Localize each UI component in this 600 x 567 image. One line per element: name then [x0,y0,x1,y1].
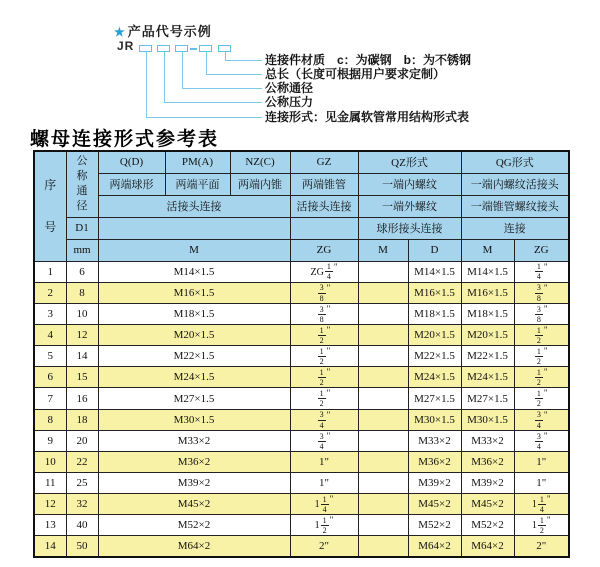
code-prefix: JR [117,39,135,53]
cell-zg: $\frac{1}{2}$ " [290,324,358,345]
header-end-qg: 一端内螺纹活接头 [461,173,569,195]
header-seq: 序号 [34,151,66,261]
cell-qg-zg: $\frac{1}{4}$ " [514,261,569,282]
diagram-heading [114,21,212,40]
header-end-pma: 两端平面 [165,173,230,195]
cell-qz-d: M33×2 [408,430,461,451]
connector-line [182,52,183,88]
cell-zg: 1 $\frac{1}{2}$ " [290,515,358,536]
diagram-label-connection: 连接形式：见金属软管常用结构形式表 [265,110,470,124]
cell-m: M30×1.5 [98,409,290,430]
table-row [34,261,569,282]
cell-qz-d: M30×1.5 [408,409,461,430]
connector-line [146,52,147,117]
header-end-nzc: 两端内锥 [230,173,290,195]
cell-dn: 12 [66,324,98,345]
connector-line [182,88,262,89]
cell-zg: 1 $\frac{1}{4}$ " [290,493,358,514]
cell-qg-m: M14×1.5 [461,261,514,282]
cell-qg-m: M45×2 [461,493,514,514]
cell-m: M24×1.5 [98,367,290,388]
connector-line [206,52,207,74]
cell-qg-zg: $\frac{3}{8}$ " [514,282,569,303]
cell-qz-m [358,261,408,282]
table-row [34,515,569,536]
cell-dn: 40 [66,515,98,536]
cell-qz-d: M27×1.5 [408,388,461,409]
diagram-label-material: 连接件材质 c：为碳钢 b：为不锈钢 [265,53,472,67]
cell-m: M16×1.5 [98,282,290,303]
header-conn-qg: 一端锥管螺纹接头 [461,195,569,217]
cell-dn: 15 [66,367,98,388]
cell-dn: 14 [66,346,98,367]
cell-dn: 22 [66,451,98,472]
cell-qg-zg: 1" [514,472,569,493]
cell-qz-m [358,515,408,536]
cell-qz-m [358,367,408,388]
header-d1: D1 [66,217,98,239]
header-type-qd: Q(D) [98,151,165,173]
cell-qg-m: M64×2 [461,536,514,557]
cell-qz-m [358,536,408,557]
cell-qg-m: M24×1.5 [461,367,514,388]
header-empty-cell [290,217,358,239]
cell-qg-zg: $\frac{3}{4}$ " [514,409,569,430]
cell-dn: 8 [66,282,98,303]
cell-m: M33×2 [98,430,290,451]
cell-m: M22×1.5 [98,346,290,367]
cell-zg: 1" [290,472,358,493]
code-box-1 [139,45,152,52]
cell-zg: $\frac{3}{4}$ " [290,409,358,430]
diagram-label-length: 总长（长度可根据用户要求定制） [265,67,446,81]
cell-zg: $\frac{3}{4}$ " [290,430,358,451]
code-box-4 [199,45,212,52]
cell-qg-zg: 1 $\frac{1}{2}$ " [514,515,569,536]
cell-seq: 5 [34,346,66,367]
cell-seq: 4 [34,324,66,345]
cell-qz-m [358,346,408,367]
cell-m: M14×1.5 [98,261,290,282]
cell-qz-d: M20×1.5 [408,324,461,345]
cell-dn: 25 [66,472,98,493]
cell-qg-m: M33×2 [461,430,514,451]
cell-qz-d: M36×2 [408,451,461,472]
cell-qg-m: M30×1.5 [461,409,514,430]
header-thread-qz-d: D [408,239,461,261]
cell-qz-d: M22×1.5 [408,346,461,367]
connector-line [206,74,262,75]
cell-zg: 2" [290,536,358,557]
header-type-nzc: NZ(C) [230,151,290,173]
cell-zg: $\frac{3}{8}$ " [290,282,358,303]
cell-m: M45×2 [98,493,290,514]
cell-dn: 6 [66,261,98,282]
code-dash [190,48,197,50]
cell-dn: 16 [66,388,98,409]
cell-m: M52×2 [98,515,290,536]
cell-dn: 32 [66,493,98,514]
table-row [34,493,569,514]
table-row [34,536,569,557]
cell-qg-zg: $\frac{1}{2}$ " [514,324,569,345]
cell-seq: 12 [34,493,66,514]
cell-m: M18×1.5 [98,303,290,324]
cell-seq: 8 [34,409,66,430]
cell-qz-d: M52×2 [408,515,461,536]
code-box-3 [175,45,188,52]
cell-qz-d: M64×2 [408,536,461,557]
table-row [34,451,569,472]
cell-qg-m: M18×1.5 [461,303,514,324]
code-box-5 [218,45,231,52]
cell-dn: 20 [66,430,98,451]
cell-m: M20×1.5 [98,324,290,345]
cell-m: M39×2 [98,472,290,493]
cell-qz-m [358,282,408,303]
diagram-heading-text: 产品代号示例 [127,24,212,39]
cell-qz-d: M39×2 [408,472,461,493]
table-row [34,430,569,451]
cell-m: M36×2 [98,451,290,472]
cell-zg: $\frac{1}{2}$ " [290,388,358,409]
cell-qg-m: M36×2 [461,451,514,472]
cell-qg-zg: $\frac{1}{2}$ " [514,346,569,367]
cell-zg: $\frac{1}{2}$ " [290,367,358,388]
table-title: 螺母连接形式参考表 [30,129,220,150]
cell-qg-m: M16×1.5 [461,282,514,303]
cell-qz-m [358,303,408,324]
connector-line [164,52,165,102]
cell-qz-m [358,409,408,430]
header-thread-qg-m: M [461,239,514,261]
header-type-gz: GZ [290,151,358,173]
header-end-qz: 一端内螺纹 [358,173,461,195]
cell-qz-d: M16×1.5 [408,282,461,303]
header-thread-m: M [98,239,290,261]
header-type-qz: QZ形式 [358,151,461,173]
table-header [34,151,569,261]
cell-qg-zg: 2" [514,536,569,557]
diagram-label-pressure: 公称压力 [265,95,314,109]
cell-m: M64×2 [98,536,290,557]
header-conn-label: 连接 [461,217,569,239]
cell-qg-zg: $\frac{1}{2}$ " [514,388,569,409]
header-thread-qz-m: M [358,239,408,261]
table-row [34,282,569,303]
header-type-qg: QG形式 [461,151,569,173]
header-thread-qg-zg: ZG [514,239,569,261]
cell-qg-m: M39×2 [461,472,514,493]
nut-connection-table [33,150,570,558]
cell-seq: 7 [34,388,66,409]
cell-seq: 11 [34,472,66,493]
cell-dn: 18 [66,409,98,430]
cell-qg-m: M27×1.5 [461,388,514,409]
connector-line [225,52,226,60]
cell-seq: 2 [34,282,66,303]
cell-qg-zg: 1" [514,451,569,472]
cell-zg: 1" [290,451,358,472]
cell-m: M27×1.5 [98,388,290,409]
cell-seq: 10 [34,451,66,472]
cell-qg-zg: 1 $\frac{1}{4}$ " [514,493,569,514]
table-row [34,346,569,367]
cell-qz-m [358,451,408,472]
header-empty-cell [98,217,290,239]
header-conn-gz: 活接头连接 [290,195,358,217]
cell-qg-zg: $\frac{3}{8}$ " [514,303,569,324]
table-row [34,388,569,409]
header-end-gz: 两端锥管 [290,173,358,195]
cell-qz-m [358,493,408,514]
connector-line [146,117,262,118]
cell-seq: 1 [34,261,66,282]
cell-dn: 10 [66,303,98,324]
table-row [34,367,569,388]
header-thread-zg: ZG [290,239,358,261]
cell-qg-zg: $\frac{1}{2}$ " [514,367,569,388]
cell-qz-m [358,324,408,345]
cell-qz-m [358,472,408,493]
table-row [34,472,569,493]
table-body [34,261,569,557]
cell-zg: $\frac{1}{2}$ " [290,346,358,367]
header-conn-union: 活接头连接 [98,195,290,217]
star-icon: ★ [114,25,126,39]
header-conn-qz: 一端外螺纹 [358,195,461,217]
cell-qg-m: M52×2 [461,515,514,536]
cell-qg-m: M22×1.5 [461,346,514,367]
header-end-qd: 两端球形 [98,173,165,195]
cell-qz-d: M18×1.5 [408,303,461,324]
cell-qz-d: M45×2 [408,493,461,514]
code-box-2 [157,45,170,52]
cell-qz-m [358,388,408,409]
connector-line [225,60,262,61]
table-row [34,324,569,345]
header-type-pma: PM(A) [165,151,230,173]
cell-qz-m [358,430,408,451]
cell-zg: $\frac{3}{8}$ " [290,303,358,324]
cell-seq: 6 [34,367,66,388]
connector-line [164,102,262,103]
cell-qz-d: M24×1.5 [408,367,461,388]
cell-qz-d: M14×1.5 [408,261,461,282]
cell-seq: 3 [34,303,66,324]
cell-dn: 50 [66,536,98,557]
cell-seq: 14 [34,536,66,557]
header-ball-joint-conn: 球形接头连接 [358,217,461,239]
cell-zg: ZG $\frac{1}{4}$ " [290,261,358,282]
cell-qg-zg: $\frac{3}{4}$ " [514,430,569,451]
table-row [34,303,569,324]
cell-seq: 13 [34,515,66,536]
diagram-label-diameter: 公称通径 [265,81,314,95]
table-row [34,409,569,430]
cell-qg-m: M20×1.5 [461,324,514,345]
header-nominal-diameter: 公称通径 [66,151,98,217]
cell-seq: 9 [34,430,66,451]
header-mm: mm [66,239,98,261]
